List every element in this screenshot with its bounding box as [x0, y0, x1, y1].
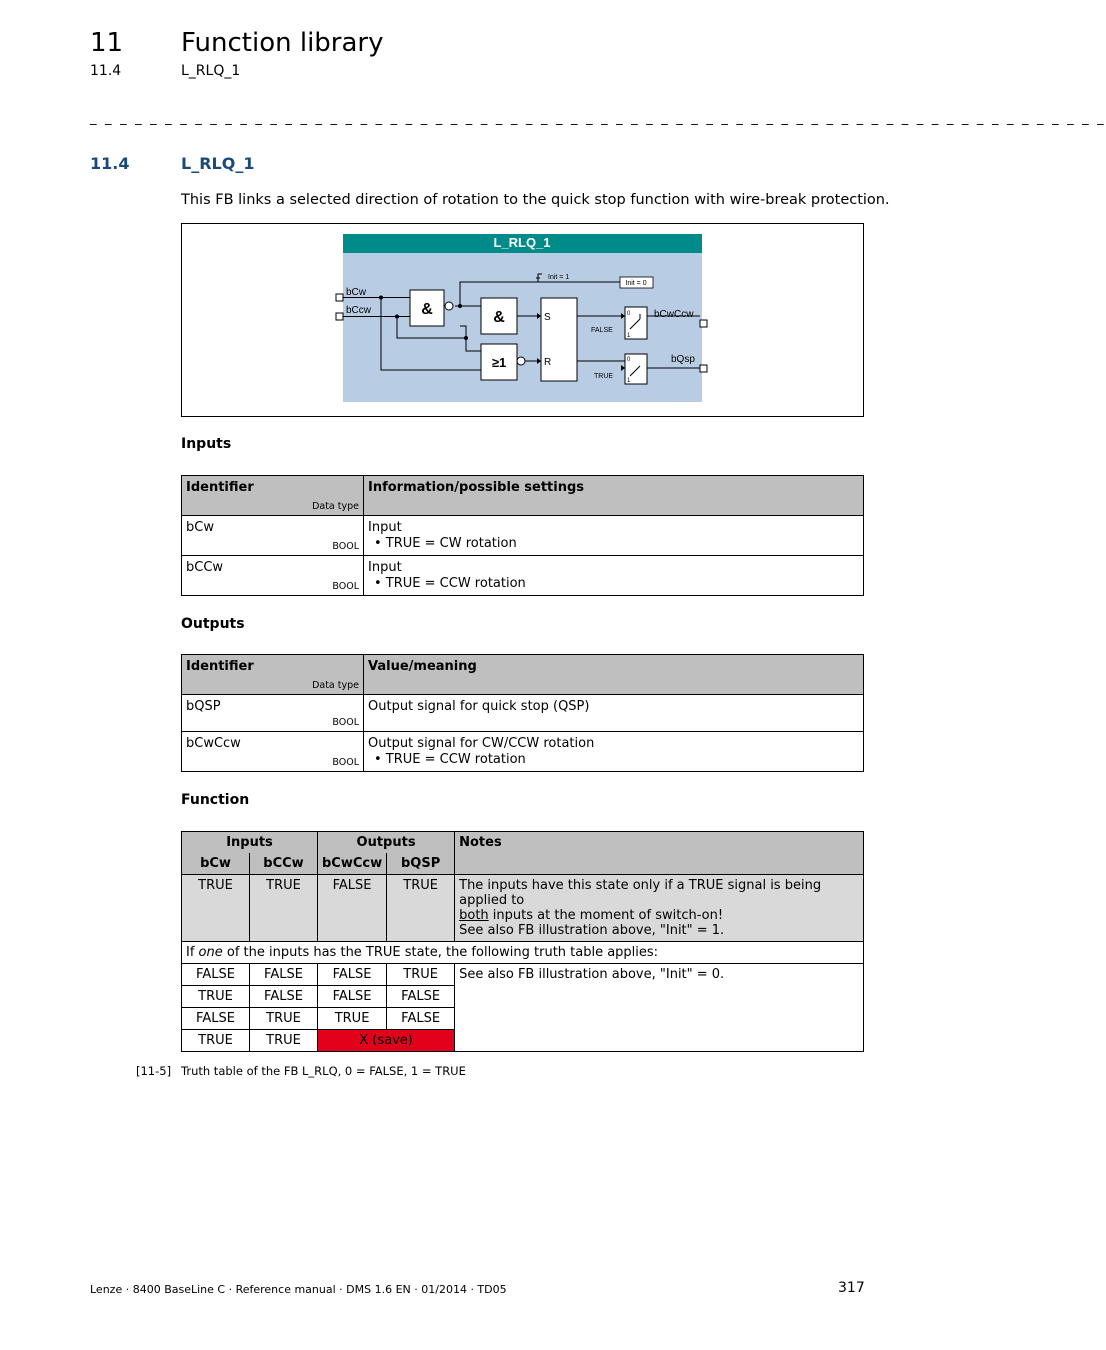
data-type-header: Data type — [312, 680, 359, 691]
pin-bcwccw — [700, 320, 707, 327]
data-type-header: Data type — [312, 501, 359, 512]
cell: FALSE — [318, 964, 387, 986]
identifier-header-cell — [182, 476, 364, 516]
identifier-header: Identifier — [186, 480, 254, 495]
identifier-cell: bCwCcw — [186, 736, 241, 751]
identifier-header-cell — [182, 655, 364, 695]
block-title: L_RLQ_1 — [493, 235, 551, 250]
value-cell: Output signal for quick stop (QSP) — [368, 699, 590, 714]
note-rows: See also FB illustration above, "Init" = 0. — [455, 964, 864, 1052]
header-section-number: 11.4 — [90, 63, 122, 79]
cell: TRUE — [182, 875, 250, 942]
note-init-line2: inputs at the moment of switch-on! — [488, 908, 724, 923]
chapter-number: 11 — [90, 28, 124, 58]
or-gate-inverter — [517, 357, 525, 365]
cell: FALSE — [250, 964, 318, 986]
data-type-cell: BOOL — [332, 581, 359, 592]
cell: FALSE — [387, 986, 455, 1008]
outputs-table — [181, 654, 864, 772]
function-block-diagram — [334, 234, 714, 406]
intro-paragraph: This FB links a selected direction of rotation to the quick stop function with wire-break protection. — [181, 192, 890, 208]
cell: FALSE — [182, 964, 250, 986]
cell: TRUE — [318, 1008, 387, 1030]
group-outputs: Outputs — [318, 832, 455, 854]
cell: TRUE — [387, 964, 455, 986]
cell: TRUE — [387, 875, 455, 942]
section-number: 11.4 — [90, 154, 130, 173]
caption-number: [11-5] — [136, 1064, 172, 1078]
input-label-bccw: bCcw — [346, 305, 372, 316]
table-row — [182, 875, 864, 942]
switch-bqsp-true: TRUE — [594, 373, 614, 380]
table-span-row — [182, 942, 864, 964]
section-title: L_RLQ_1 — [181, 154, 255, 173]
table-row — [182, 556, 864, 596]
header-dash-rule: _ _ _ _ _ _ _ _ _ _ _ _ _ _ _ _ _ _ _ _ _ _ _ _ _ _ _ _ _ _ _ _ _ _ _ _ _ _ _ _ _ _ _ _ _ _ _ _ _ _ _ _ _ _ _ _ _ _ _ _ _ _ _ _ _ _ _ _ — [90, 111, 1106, 126]
outputs-heading: Outputs — [181, 616, 245, 632]
cell: TRUE — [250, 875, 318, 942]
identifier-cell: bCCw — [186, 560, 224, 575]
info-header: Information/possible settings — [368, 480, 585, 495]
and-gate-2-symbol: & — [493, 309, 505, 326]
cell: FALSE — [318, 986, 387, 1008]
and-gate-1-symbol: & — [421, 301, 433, 318]
page-number: 317 — [838, 1280, 865, 1296]
input-label-bcw: bCw — [346, 287, 367, 298]
cell: FALSE — [250, 986, 318, 1008]
inputs-table — [181, 475, 864, 596]
switch-bqsp-zero: 0 — [627, 357, 631, 363]
data-type-cell: BOOL — [332, 757, 359, 768]
init1-label: Init = 1 — [548, 274, 570, 281]
pin-bcw — [336, 294, 343, 301]
truth-table — [181, 831, 864, 1052]
span-one: one — [198, 945, 223, 960]
header-section-title: L_RLQ_1 — [181, 63, 241, 79]
info-bullet: • TRUE = CW rotation — [374, 536, 517, 551]
table-row — [182, 964, 864, 986]
table-row — [182, 695, 864, 732]
span-rest: of the inputs has the TRUE state, the following truth table applies: — [222, 945, 659, 960]
reset-label: R — [544, 357, 552, 368]
notes-header: Notes — [455, 832, 864, 875]
output-label-bqsp: bQsp — [671, 354, 695, 365]
col-bcwccw: bCwCcw — [318, 853, 387, 875]
identifier-cell: bCw — [186, 520, 214, 535]
cell: FALSE — [318, 875, 387, 942]
cell: TRUE — [182, 986, 250, 1008]
data-type-cell: BOOL — [332, 717, 359, 728]
footer-text: Lenze · 8400 BaseLine C · Reference manual · DMS 1.6 EN · 01/2014 · TD05 — [90, 1283, 507, 1296]
col-bqsp: bQSP — [387, 853, 455, 875]
col-bccw: bCCw — [250, 853, 318, 875]
save-state-cell: X (save) — [318, 1030, 455, 1052]
and-gate-1-inverter — [445, 302, 453, 310]
cell: TRUE — [182, 1030, 250, 1052]
table-row — [182, 516, 864, 556]
info-cell: Input — [368, 560, 402, 575]
note-init-line3: See also FB illustration above, "Init" = 1. — [459, 923, 725, 938]
switch-bcwccw-false: FALSE — [591, 327, 613, 334]
value-cell: Output signal for CW/CCW rotation — [368, 736, 595, 751]
switch-bcwccw-zero: 0 — [627, 311, 631, 317]
value-header: Value/meaning — [368, 659, 477, 674]
identifier-header: Identifier — [186, 659, 254, 674]
span-if: If — [186, 945, 199, 960]
cell: TRUE — [250, 1008, 318, 1030]
info-bullet: • TRUE = CCW rotation — [374, 576, 526, 591]
group-inputs: Inputs — [182, 832, 318, 854]
data-type-cell: BOOL — [332, 541, 359, 552]
output-label-bcwccw: bCwCcw — [654, 309, 694, 320]
switch-bcwccw-one: 1 — [627, 333, 631, 339]
pin-bccw — [336, 313, 343, 320]
or-gate-symbol: ≥1 — [491, 355, 507, 370]
set-label: S — [544, 312, 551, 323]
info-cell: Input — [368, 520, 402, 535]
function-heading: Function — [181, 792, 250, 808]
note-init — [455, 875, 864, 942]
value-bullet: • TRUE = CCW rotation — [374, 752, 526, 767]
note-init-line1: The inputs have this state only if a TRUE signal is being applied to — [459, 878, 822, 908]
col-bcw: bCw — [182, 853, 250, 875]
chapter-title: Function library — [181, 28, 384, 58]
cell: FALSE — [182, 1008, 250, 1030]
switch-bqsp-one: 1 — [627, 378, 631, 384]
table-row — [182, 732, 864, 772]
caption-text: Truth table of the FB L_RLQ, 0 = FALSE, 1 = TRUE — [181, 1064, 466, 1078]
identifier-cell: bQSP — [186, 699, 221, 714]
note-init-both: both — [459, 908, 489, 923]
cell: TRUE — [250, 1030, 318, 1052]
cell: FALSE — [387, 1008, 455, 1030]
pin-bqsp — [700, 365, 707, 372]
init0-label: Init = 0 — [625, 280, 647, 287]
sr-flipflop — [541, 298, 577, 381]
inputs-heading: Inputs — [181, 436, 232, 452]
